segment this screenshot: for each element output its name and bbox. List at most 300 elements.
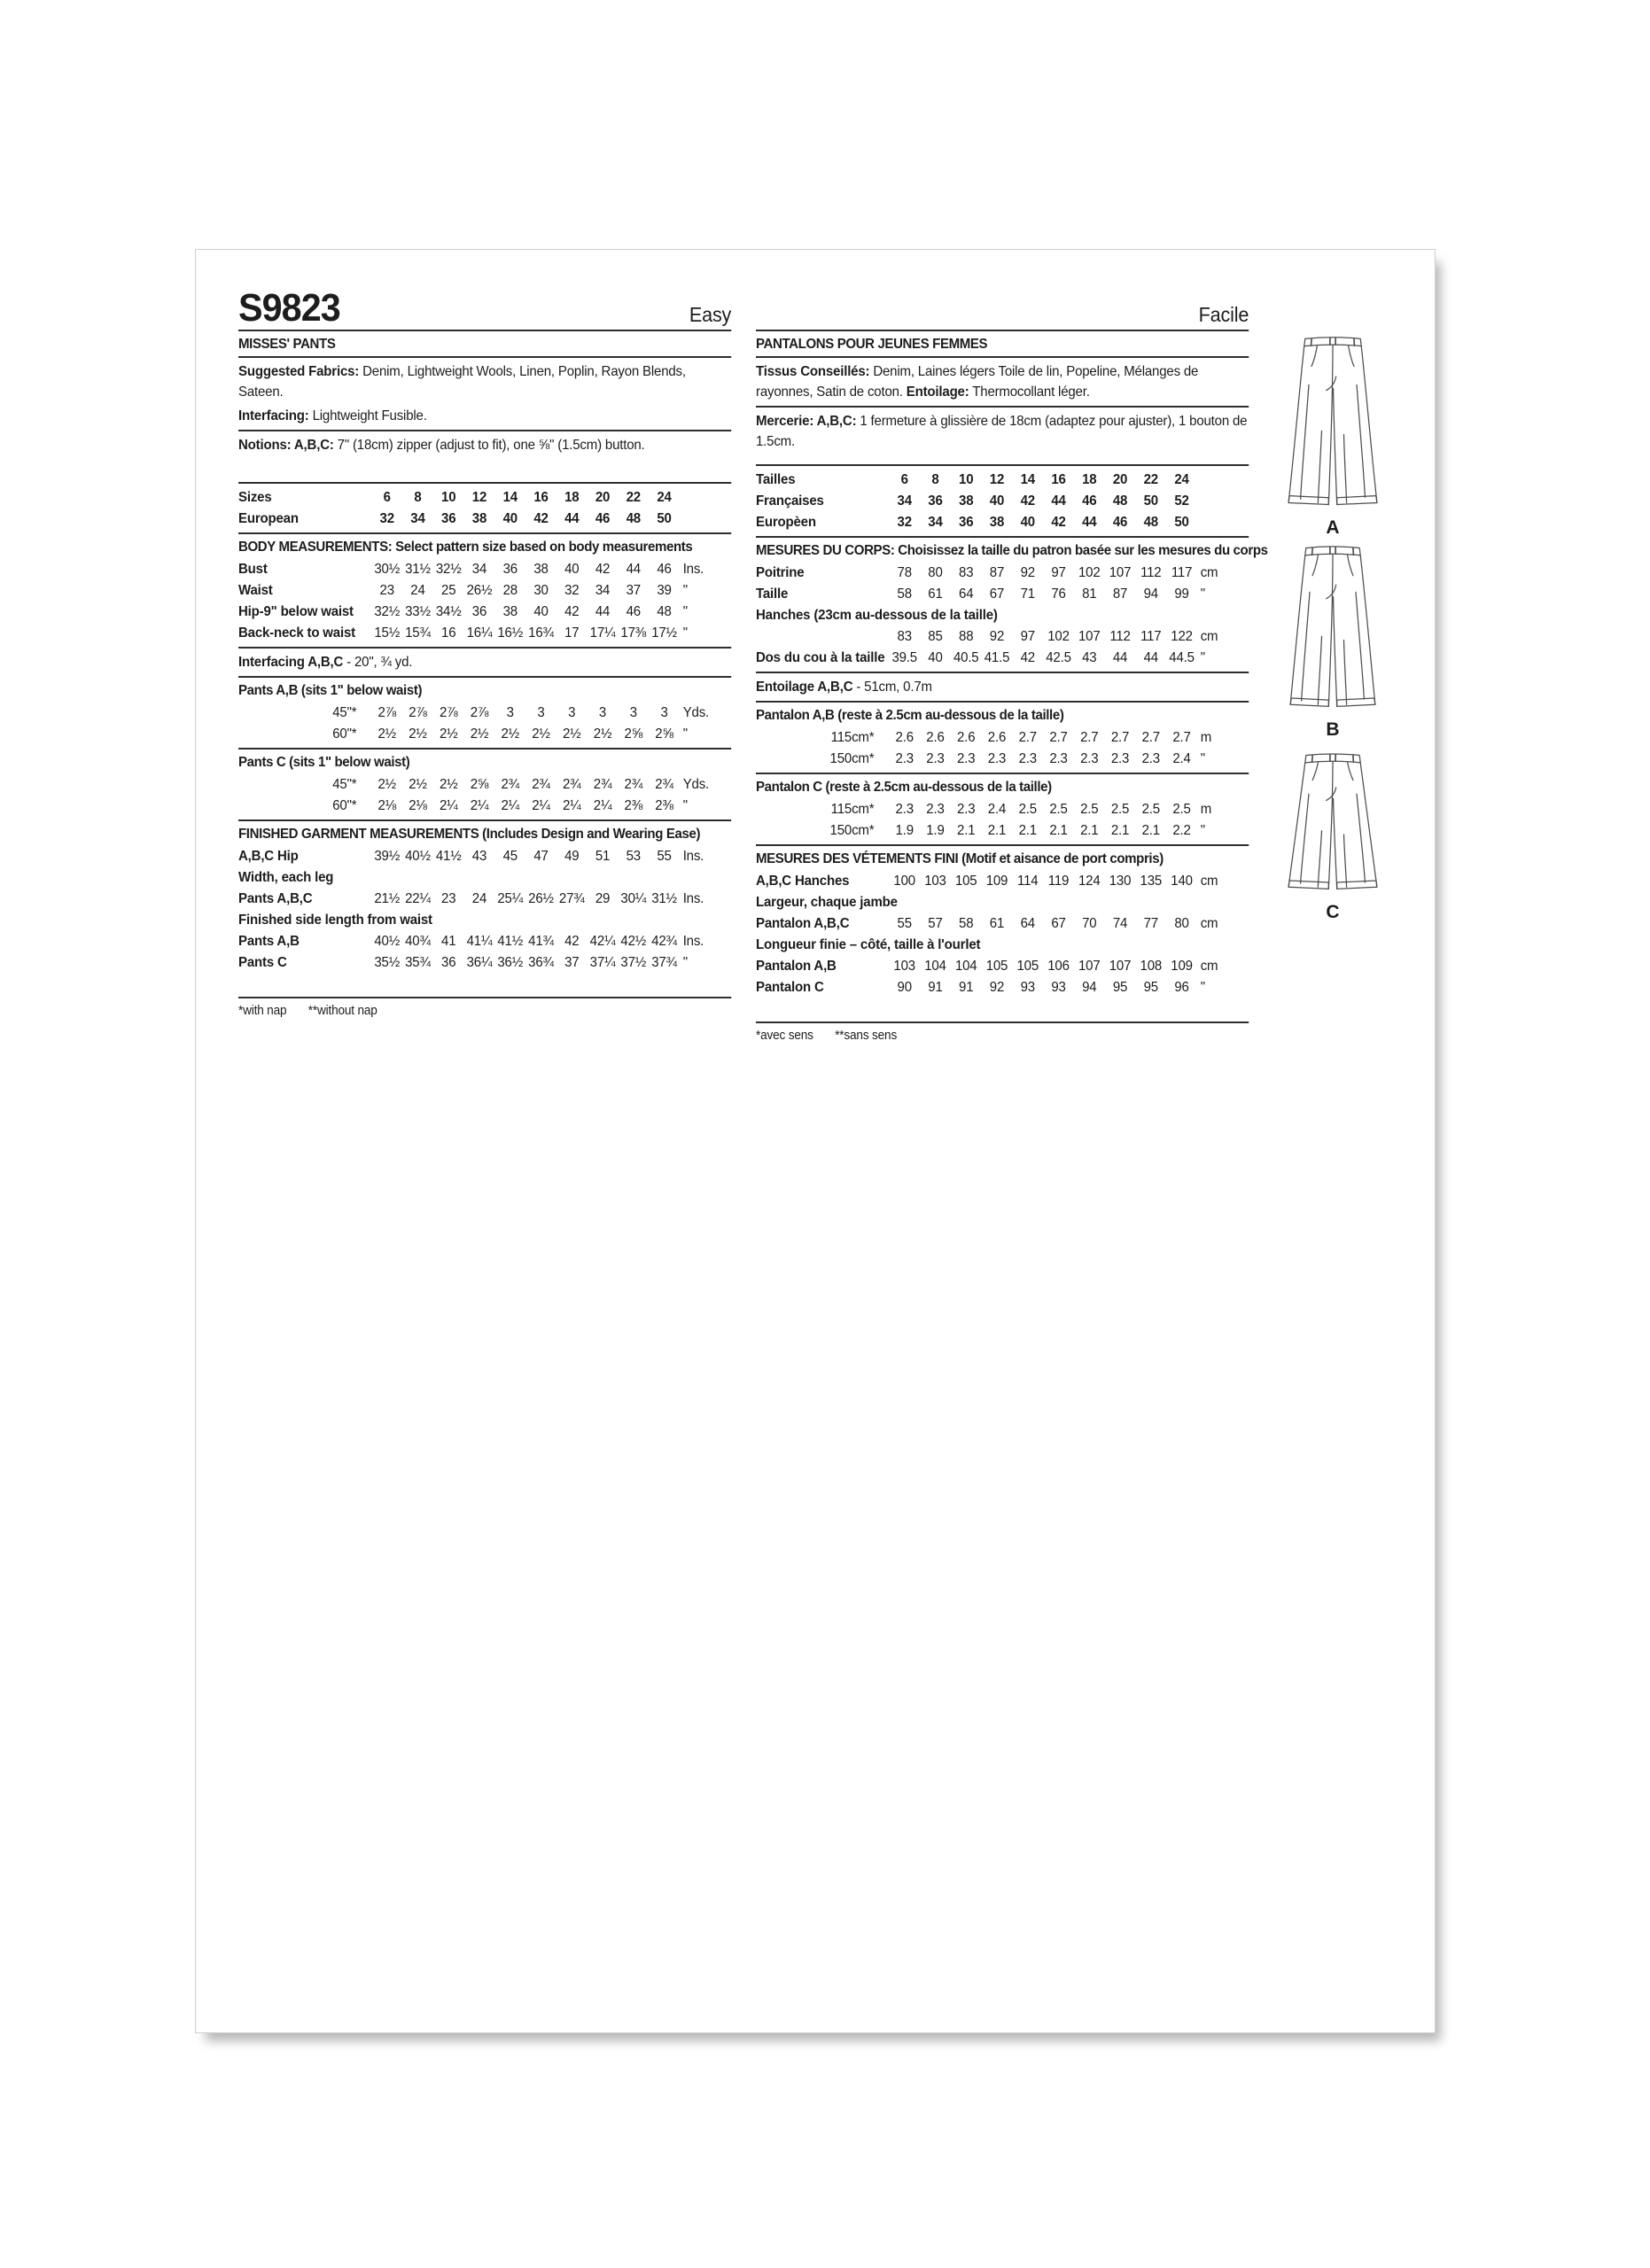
table-cell: 41 bbox=[441, 934, 456, 949]
table-cell: 94 bbox=[1143, 586, 1158, 602]
table-cell: 91 bbox=[959, 980, 974, 995]
table-cell: 102 bbox=[1047, 629, 1070, 644]
table-cell: 37 bbox=[564, 955, 580, 970]
table-cell: 2¾ bbox=[593, 777, 612, 792]
table-cell: 28 bbox=[502, 583, 518, 598]
table-cell: 2⅜ bbox=[655, 798, 673, 813]
table-cell: 2.1 bbox=[1110, 823, 1130, 838]
table-cell: 40 bbox=[1020, 515, 1035, 530]
table-cell: 2⅛ bbox=[377, 798, 396, 813]
finished-garment-heading-en: FINISHED GARMENT MEASUREMENTS (Includes Design and Wearing Ease) bbox=[238, 827, 701, 842]
table-cell: " bbox=[1200, 980, 1205, 995]
footnote-sans-sens: **sans sens bbox=[835, 1029, 898, 1043]
rule bbox=[238, 430, 731, 431]
table-cell: 16¾ bbox=[528, 625, 554, 641]
rule bbox=[756, 330, 1249, 331]
table-cell: 104 bbox=[954, 959, 977, 974]
table-cell: 40 bbox=[928, 650, 943, 665]
table-cell: 42¼ bbox=[589, 934, 616, 949]
table-cell: Taille bbox=[756, 586, 789, 602]
table-cell: A,B,C Hip bbox=[238, 849, 299, 864]
interfacing-en bbox=[238, 406, 731, 426]
table-cell: 2.7 bbox=[1110, 730, 1130, 745]
table-cell: Pants C bbox=[238, 955, 287, 970]
table-cell: 32½ bbox=[374, 604, 401, 619]
table-cell: 38 bbox=[989, 515, 1005, 530]
rule bbox=[756, 773, 1249, 774]
table-cell: 46 bbox=[595, 511, 611, 526]
interfacing-yardage-text-en: - 20", ¾ yd. bbox=[343, 655, 413, 670]
table-cell: 99 bbox=[1174, 586, 1189, 602]
table-cell: 2½ bbox=[470, 726, 489, 742]
table-cell: " bbox=[682, 726, 688, 742]
table-row bbox=[238, 487, 731, 508]
rule bbox=[756, 844, 1249, 846]
table-cell: 150cm* bbox=[829, 751, 875, 766]
fabrics-label-fr: Tissus Conseillés: bbox=[756, 364, 870, 379]
table-cell: 2.7 bbox=[1172, 730, 1191, 745]
title-row-fr bbox=[756, 287, 1249, 326]
table-row bbox=[238, 867, 731, 888]
table-row bbox=[756, 584, 1249, 604]
table-cell: 2.7 bbox=[1049, 730, 1068, 745]
table-cell: 2.3 bbox=[957, 751, 976, 766]
rule bbox=[756, 536, 1249, 538]
table-cell: 93 bbox=[1051, 980, 1066, 995]
table-cell: 48 bbox=[626, 511, 641, 526]
table-cell: 40 bbox=[564, 562, 580, 577]
table-cell: 37 bbox=[626, 583, 641, 598]
table-cell bbox=[1197, 491, 1249, 511]
pants-view-a bbox=[1284, 331, 1381, 539]
notions-fr bbox=[756, 411, 1249, 452]
pattern-number: S9823 bbox=[238, 286, 340, 330]
table-cell: 92 bbox=[1020, 565, 1035, 580]
table-cell: 32 bbox=[379, 511, 394, 526]
table-cell: 81 bbox=[1082, 586, 1097, 602]
table-cell: " bbox=[1200, 650, 1205, 665]
table-cell: 40¾ bbox=[405, 934, 431, 949]
table-cell: 44 bbox=[1112, 650, 1128, 665]
body-measurements-table-en bbox=[238, 559, 731, 643]
table-cell: " bbox=[682, 955, 688, 970]
table-cell: 2¾ bbox=[624, 777, 643, 792]
table-row bbox=[756, 648, 1249, 668]
table-cell: 15½ bbox=[374, 625, 401, 641]
table-cell: 25 bbox=[441, 583, 456, 598]
table-cell: 114 bbox=[1017, 874, 1039, 889]
difficulty-en: Easy bbox=[689, 303, 732, 326]
table-cell: 140 bbox=[1171, 874, 1193, 889]
table-cell: 107 bbox=[1109, 565, 1132, 580]
table-cell: 41¾ bbox=[528, 934, 554, 949]
table-cell: 96 bbox=[1174, 980, 1189, 995]
table-cell: 44 bbox=[1143, 650, 1158, 665]
rule bbox=[238, 748, 731, 750]
table-cell: 76 bbox=[1051, 586, 1066, 602]
table-cell: 45"* bbox=[332, 777, 357, 792]
table-cell: 1.9 bbox=[926, 823, 945, 838]
table-cell: 43 bbox=[471, 849, 487, 864]
table-cell: Poitrine bbox=[756, 565, 805, 580]
body-measurements-heading-en: BODY MEASUREMENTS: Select pattern size based on body measurements bbox=[238, 540, 693, 555]
table-cell: 80 bbox=[928, 565, 943, 580]
view-label-b: B bbox=[1326, 719, 1340, 740]
table-cell: 3 bbox=[568, 705, 576, 720]
table-row bbox=[756, 935, 1249, 955]
view-label-a: A bbox=[1326, 517, 1340, 538]
table-cell: 130 bbox=[1109, 874, 1132, 889]
table-cell: 49 bbox=[564, 849, 580, 864]
table-cell: 48 bbox=[657, 604, 672, 619]
table-cell: 2.4 bbox=[1172, 751, 1191, 766]
table-cell: 3 bbox=[537, 705, 545, 720]
table-cell: 108 bbox=[1140, 959, 1163, 974]
table-row bbox=[756, 512, 1249, 532]
table-cell: 8 bbox=[931, 472, 939, 487]
table-cell: 3 bbox=[506, 705, 514, 720]
table-cell: 20 bbox=[595, 490, 611, 505]
garment-title-en: MISSES' PANTS bbox=[238, 337, 336, 352]
rule bbox=[756, 406, 1249, 408]
table-cell: 46 bbox=[1082, 493, 1097, 509]
table-cell: 34 bbox=[897, 493, 912, 509]
table-cell: 122 bbox=[1171, 629, 1193, 644]
rule bbox=[756, 464, 1249, 466]
table-cell: 16½ bbox=[497, 625, 524, 641]
table-cell: 26½ bbox=[528, 891, 554, 906]
table-cell: m bbox=[1200, 802, 1212, 817]
table-cell bbox=[756, 626, 889, 647]
table-cell: 117 bbox=[1140, 629, 1162, 644]
table-cell: 17½ bbox=[651, 625, 677, 641]
table-cell: 2.1 bbox=[1018, 823, 1037, 838]
table-cell: 2.3 bbox=[926, 802, 945, 817]
title-row-en bbox=[238, 286, 732, 330]
table-cell: 97 bbox=[1020, 629, 1035, 644]
table-cell: 12 bbox=[989, 472, 1005, 487]
table-cell: Pantalon A,B bbox=[756, 959, 837, 974]
table-cell: 3 bbox=[660, 705, 668, 720]
pants-b-drawing bbox=[1287, 540, 1379, 718]
table-cell: 74 bbox=[1112, 916, 1128, 931]
table-row bbox=[238, 846, 731, 866]
table-row bbox=[238, 559, 731, 579]
table-cell: 37¼ bbox=[589, 955, 616, 970]
table-cell: 21½ bbox=[374, 891, 401, 906]
table-cell: 2⅞ bbox=[439, 705, 458, 720]
table-cell: 97 bbox=[1051, 565, 1066, 580]
table-cell: 33½ bbox=[405, 604, 431, 619]
pants-view-c bbox=[1284, 748, 1381, 923]
table-cell: 52 bbox=[1174, 493, 1189, 509]
table-cell: 40.5 bbox=[953, 650, 979, 665]
table-cell: European bbox=[238, 511, 299, 526]
table-cell: 112 bbox=[1140, 565, 1162, 580]
table-cell: Back-neck to waist bbox=[238, 625, 355, 641]
table-cell: 48 bbox=[1112, 493, 1128, 509]
table-cell: 42¾ bbox=[651, 934, 677, 949]
pants-c-yardage-table-en bbox=[238, 774, 731, 816]
table-cell: 47 bbox=[533, 849, 549, 864]
table-cell: 3 bbox=[598, 705, 607, 720]
table-row bbox=[238, 952, 731, 973]
pants-c-heading-fr: Pantalon C (reste à 2.5cm au-dessous de la taille) bbox=[756, 780, 1052, 795]
rule bbox=[238, 997, 731, 998]
table-cell: m bbox=[1200, 730, 1212, 745]
rule bbox=[756, 701, 1249, 703]
table-cell: 58 bbox=[897, 586, 912, 602]
table-cell: 35¾ bbox=[405, 955, 431, 970]
table-cell: 104 bbox=[924, 959, 946, 974]
table-cell bbox=[680, 509, 731, 529]
table-cell: 57 bbox=[928, 916, 943, 931]
table-cell: 50 bbox=[1174, 515, 1189, 530]
table-cell: 26½ bbox=[466, 583, 493, 598]
table-cell: 92 bbox=[989, 629, 1005, 644]
table-cell: 2⅞ bbox=[377, 705, 396, 720]
table-cell: 39 bbox=[657, 583, 672, 598]
table-cell: 2½ bbox=[409, 726, 427, 742]
table-row bbox=[756, 749, 1249, 769]
table-cell: Europèen bbox=[756, 515, 816, 530]
table-cell: 3 bbox=[629, 705, 637, 720]
table-cell: Largeur, chaque jambe bbox=[756, 895, 898, 910]
table-cell: 2½ bbox=[593, 726, 612, 742]
table-cell: 10 bbox=[959, 472, 974, 487]
table-cell: 44 bbox=[626, 562, 641, 577]
table-cell: 92 bbox=[989, 980, 1005, 995]
interfacing-text-en: Lightweight Fusible. bbox=[308, 408, 427, 423]
table-cell: 42 bbox=[533, 511, 549, 526]
table-cell: 42 bbox=[1020, 493, 1035, 509]
table-cell: 2¼ bbox=[439, 798, 458, 813]
table-cell: 103 bbox=[893, 959, 915, 974]
table-cell: 2.7 bbox=[1018, 730, 1037, 745]
table-cell: 2¾ bbox=[532, 777, 550, 792]
table-cell: 12 bbox=[471, 490, 487, 505]
table-cell: 29 bbox=[595, 891, 611, 906]
table-row bbox=[756, 871, 1249, 891]
finished-garment-table-en bbox=[238, 846, 731, 973]
table-cell: 2⅝ bbox=[655, 726, 673, 742]
view-label-c: C bbox=[1326, 902, 1340, 922]
table-cell: 36 bbox=[928, 493, 943, 509]
table-cell: Pants A,B bbox=[238, 934, 300, 949]
garment-title-fr: PANTALONS POUR JEUNES FEMMES bbox=[756, 337, 988, 352]
table-row bbox=[756, 799, 1249, 819]
table-cell: 44 bbox=[1082, 515, 1097, 530]
table-cell: 107 bbox=[1109, 959, 1132, 974]
table-cell: 43 bbox=[1082, 650, 1097, 665]
suggested-fabrics-en bbox=[238, 361, 731, 402]
table-cell: Tailles bbox=[756, 472, 796, 487]
table-cell: 135 bbox=[1140, 874, 1163, 889]
table-cell: 34½ bbox=[435, 604, 462, 619]
pants-c-drawing bbox=[1287, 748, 1379, 900]
spacer bbox=[238, 459, 731, 478]
table-cell: 105 bbox=[954, 874, 977, 889]
table-cell: 16 bbox=[1051, 472, 1066, 487]
table-cell: 95 bbox=[1112, 980, 1128, 995]
table-cell: 36 bbox=[471, 604, 487, 619]
table-cell: 91 bbox=[928, 980, 943, 995]
table-cell: 2.3 bbox=[895, 802, 914, 817]
table-cell: 31½ bbox=[651, 891, 677, 906]
table-cell: 36 bbox=[441, 511, 456, 526]
table-cell: 115cm* bbox=[830, 730, 875, 745]
table-cell: Width, each leg bbox=[238, 870, 334, 885]
table-cell: 42 bbox=[1051, 515, 1066, 530]
table-row bbox=[238, 796, 731, 816]
table-cell: 51 bbox=[595, 849, 611, 864]
table-cell: 2.3 bbox=[1141, 751, 1160, 766]
table-cell: 2.5 bbox=[1172, 802, 1191, 817]
table-cell: A,B,C Hanches bbox=[756, 874, 850, 889]
table-cell: Pants A,B,C bbox=[238, 891, 313, 906]
table-cell: 18 bbox=[564, 490, 580, 505]
interfacing-label-en: Interfacing: bbox=[238, 408, 309, 423]
pants-a-drawing bbox=[1287, 331, 1379, 516]
table-cell: 24 bbox=[1174, 472, 1189, 487]
table-cell: 119 bbox=[1047, 874, 1070, 889]
table-cell: 45 bbox=[502, 849, 518, 864]
table-cell: Waist bbox=[238, 583, 273, 598]
table-cell: 35½ bbox=[374, 955, 401, 970]
table-cell: 2.6 bbox=[987, 730, 1007, 745]
table-cell: 24 bbox=[657, 490, 672, 505]
fabrics-text-en: Denim, Lightweight Wools, Linen, Poplin, Rayon Blends, Sateen. bbox=[238, 364, 686, 400]
table-cell: 85 bbox=[928, 629, 943, 644]
notions-label-fr: Mercerie: A,B,C: bbox=[756, 414, 857, 429]
table-cell: Sizes bbox=[238, 490, 272, 505]
finished-garment-heading-fr: MESURES DES VÉTEMENTS FINI (Motif et aisance de port compris) bbox=[756, 851, 1164, 866]
french-column bbox=[756, 287, 1268, 1045]
notions-text-en: 7" (18cm) zipper (adjust to fit), one ⅝" (1.5cm) button. bbox=[333, 438, 645, 453]
pants-view-b bbox=[1284, 540, 1381, 741]
interfacing-yardage-fr bbox=[756, 677, 1249, 697]
table-row bbox=[756, 892, 1249, 913]
table-cell: Pantalon C bbox=[756, 980, 824, 995]
table-cell: 41¼ bbox=[466, 934, 493, 949]
table-cell: 2⅞ bbox=[409, 705, 427, 720]
table-cell: 94 bbox=[1082, 980, 1097, 995]
table-cell: 58 bbox=[959, 916, 974, 931]
table-row bbox=[238, 580, 731, 601]
table-cell: Yds. bbox=[682, 777, 710, 792]
table-cell: 2¼ bbox=[470, 798, 489, 813]
table-cell: 42 bbox=[564, 604, 580, 619]
table-cell: 87 bbox=[1112, 586, 1128, 602]
table-cell: 16 bbox=[441, 625, 456, 641]
table-cell: 40 bbox=[502, 511, 518, 526]
table-cell: 2.3 bbox=[1110, 751, 1130, 766]
table-row bbox=[238, 623, 731, 643]
table-cell: 90 bbox=[897, 980, 912, 995]
table-cell: " bbox=[1200, 751, 1205, 766]
table-cell: Ins. bbox=[682, 562, 704, 577]
table-cell: 117 bbox=[1171, 565, 1193, 580]
table-row bbox=[756, 913, 1249, 934]
table-cell: 2½ bbox=[532, 726, 550, 742]
table-cell: 44 bbox=[1051, 493, 1066, 509]
table-cell: " bbox=[682, 583, 688, 598]
table-cell: 2.3 bbox=[1049, 751, 1068, 766]
table-cell: 6 bbox=[900, 472, 908, 487]
rule bbox=[238, 647, 731, 649]
table-cell: 2.7 bbox=[1141, 730, 1160, 745]
table-row bbox=[756, 605, 1249, 625]
pattern-envelope-back bbox=[195, 249, 1436, 2033]
table-cell: 2.6 bbox=[926, 730, 945, 745]
english-column bbox=[238, 287, 731, 1020]
table-cell: cm bbox=[1200, 874, 1218, 889]
table-cell: 2.5 bbox=[1049, 802, 1068, 817]
table-row bbox=[238, 889, 731, 909]
table-cell: 2¾ bbox=[501, 777, 520, 792]
table-cell: 38 bbox=[959, 493, 974, 509]
table-row bbox=[756, 470, 1249, 490]
table-cell: 107 bbox=[1078, 959, 1101, 974]
table-cell: 2⅝ bbox=[470, 777, 489, 792]
interfacing-yardage-en bbox=[238, 652, 731, 672]
table-cell: 23 bbox=[379, 583, 394, 598]
table-cell: 39½ bbox=[374, 849, 401, 864]
table-cell: 50 bbox=[657, 511, 672, 526]
table-cell: 67 bbox=[1051, 916, 1066, 931]
table-cell: 36 bbox=[441, 955, 456, 970]
table-cell: 36½ bbox=[497, 955, 524, 970]
table-cell: " bbox=[682, 625, 688, 641]
table-cell: 105 bbox=[1016, 959, 1039, 974]
table-cell: 2.6 bbox=[957, 730, 976, 745]
sizes-table-en bbox=[238, 487, 731, 529]
rule bbox=[238, 482, 731, 484]
table-cell: 2.1 bbox=[957, 823, 976, 838]
table-cell: 36 bbox=[959, 515, 974, 530]
table-cell: 17¼ bbox=[589, 625, 616, 641]
table-cell: 2½ bbox=[409, 777, 427, 792]
pants-ab-heading-fr: Pantalon A,B (reste à 2.5cm au-dessous de la taille) bbox=[756, 708, 1064, 723]
table-cell: 38 bbox=[533, 562, 549, 577]
table-cell: 42 bbox=[564, 934, 580, 949]
table-cell: " bbox=[1200, 823, 1205, 838]
table-cell: 22 bbox=[626, 490, 641, 505]
rule bbox=[238, 330, 731, 331]
sizes-table-fr bbox=[756, 470, 1249, 532]
table-cell: 44 bbox=[595, 604, 611, 619]
table-cell: Hip-9" below waist bbox=[238, 604, 354, 619]
table-cell: Ins. bbox=[682, 934, 704, 949]
table-cell: Longueur finie – côté, taille à l'ourlet bbox=[756, 937, 981, 952]
table-cell: 2¼ bbox=[501, 798, 520, 813]
table-cell: 40 bbox=[989, 493, 1005, 509]
body-measurements-heading-fr: MESURES DU CORPS: Choisissez la taille du patron basée sur les mesures du corps bbox=[756, 543, 1268, 558]
table-row bbox=[238, 774, 731, 795]
table-cell: 34 bbox=[595, 583, 611, 598]
table-cell: 87 bbox=[989, 565, 1005, 580]
table-cell: 32 bbox=[897, 515, 912, 530]
table-cell: 17 bbox=[564, 625, 580, 641]
fabrics-text-fr: Denim, Laines légers Toile de lin, Popeline, Mélanges de rayonnes, Satin de coton. bbox=[756, 364, 1199, 400]
table-cell: 2¾ bbox=[655, 777, 673, 792]
table-cell: 36 bbox=[502, 562, 518, 577]
table-row bbox=[756, 820, 1249, 841]
interfacing-yardage-label-fr: Entoilage A,B,C bbox=[756, 680, 853, 695]
table-cell: 20 bbox=[1112, 472, 1128, 487]
table-cell: cm bbox=[1200, 629, 1218, 644]
table-cell: 109 bbox=[1171, 959, 1193, 974]
